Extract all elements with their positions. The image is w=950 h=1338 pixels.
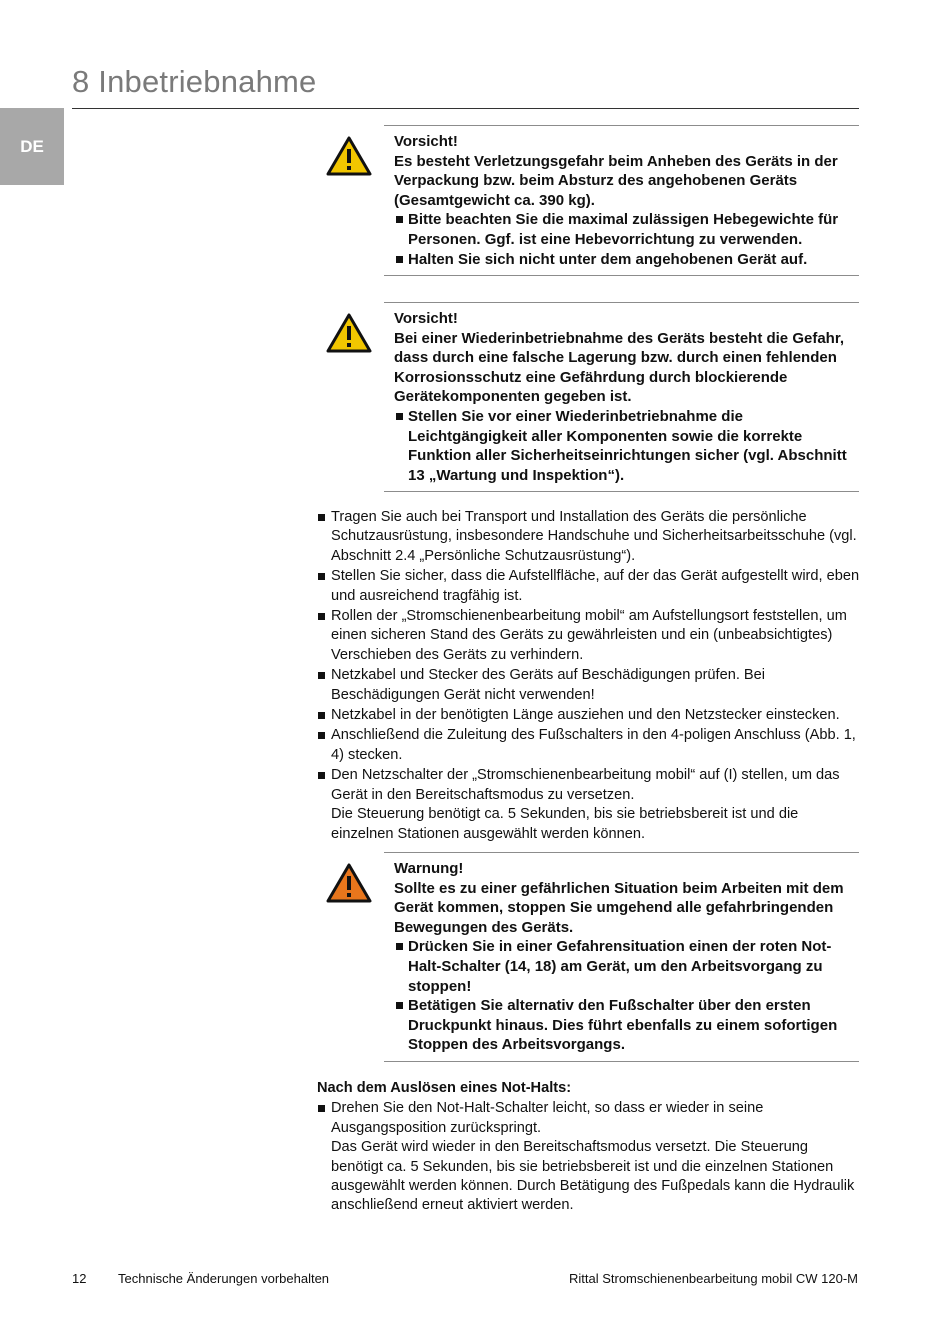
notice-heading: Warnung! xyxy=(394,860,464,877)
list-item: Rollen der „Stromschienenbearbeitung mobil“ am Aufstellungsort feststellen, um einen sicheren Stand des Geräts zu gewährleisten und ein (unbeabsichtigtes) Verschieben des Geräts zu verhindern. xyxy=(317,607,862,665)
notice-bullet: Stellen Sie vor einer Wiederinbetriebnahme die Leichtgängigkeit aller Komponenten sowie die korrekte Funktion aller Sicherheitseinrichtungen sicher (vgl. Abschnitt 13 „Wartung und Inspektion“). xyxy=(394,407,859,485)
list-item: Netzkabel und Stecker des Geräts auf Beschädigungen prüfen. Bei Beschädigungen Gerät nicht verwenden! xyxy=(317,666,862,705)
notice-text: Bei einer Wiederinbetriebnahme des Geräts besteht die Gefahr, dass durch eine falsche Lagerung bzw. durch einen fehlenden Korrosionsschutz eine Gefährdung durch blockierende Gerätekomponenten gegeben ist. xyxy=(394,329,845,406)
notice-heading: Vorsicht! xyxy=(394,310,458,327)
caution-notice-recommissioning xyxy=(384,302,859,492)
warning-triangle-icon xyxy=(326,136,372,176)
list-item: Netzkabel in der benötigten Länge ausziehen und den Netzstecker einstecken. xyxy=(317,706,862,725)
caution-notice-lifting xyxy=(384,125,859,276)
emergency-stop-section xyxy=(317,1079,862,1216)
notice-bullet: Bitte beachten Sie die maximal zulässigen Hebegewichte für Personen. Ggf. ist eine Hebevorrichtung zu verwenden. xyxy=(394,210,859,249)
language-tab: DE xyxy=(0,108,64,185)
footer-right-text: Rittal Stromschienenbearbeitung mobil CW 120-M xyxy=(568,1271,858,1286)
warning-triangle-icon xyxy=(326,313,372,353)
notice-bullet: Betätigen Sie alternativ den Fußschalter über den ersten Druckpunkt hinaus. Dies führt ebenfalls zu einem sofortigen Stoppen des Arbeitsvorgangs. xyxy=(394,996,859,1055)
footer-left-text: Technische Änderungen vorbehalten xyxy=(118,1271,330,1286)
commissioning-steps xyxy=(317,508,862,844)
page-number: 12 xyxy=(72,1271,87,1286)
notice-bullet: Halten Sie sich nicht unter dem angehobenen Gerät auf. xyxy=(394,250,859,270)
notice-heading: Vorsicht! xyxy=(394,133,458,150)
list-item: Tragen Sie auch bei Transport und Installation des Geräts die persönliche Schutzausrüstung, insbesondere Handschuhe und Sicherheitsarbeitsschuhe (vgl. Abschnitt 2.4 „Persönliche Schutzausrüstung“). xyxy=(317,508,862,566)
title-divider xyxy=(72,108,859,109)
list-item-note: Das Gerät wird wieder in den Bereitschaftsmodus versetzt. Die Steuerung benötigt ca. 5 Sekunden, bis sie betriebsbereit ist und die einzelnen Stationen ausgewählt werden können. Durch Betätigung des Fußpedals kann die Hydraulik anschließend erneut aktiviert werden. xyxy=(331,1139,855,1214)
list-item: Drehen Sie den Not-Halt-Schalter leicht, so dass er wieder in seine Ausgangsposition zurückspringt. xyxy=(317,1099,862,1138)
notice-bullet: Drücken Sie in einer Gefahrensituation einen der roten Not-Halt-Schalter (14, 18) am Gerät, um den Arbeitsvorgang zu stoppen! xyxy=(394,937,859,996)
list-item-note: Die Steuerung benötigt ca. 5 Sekunden, bis sie betriebsbereit ist und die einzelnen Stationen ausgewählt werden können. xyxy=(331,806,799,842)
section-heading: Nach dem Auslösen eines Not-Halts: xyxy=(317,1080,572,1096)
warning-triangle-icon xyxy=(326,863,372,903)
chapter-title: 8 Inbetriebnahme xyxy=(72,64,317,99)
list-item: Den Netzschalter der „Stromschienenbearbeitung mobil“ auf (I) stellen, um das Gerät in den Bereitschaftsmodus zu versetzen. xyxy=(317,766,862,805)
notice-text: Es besteht Verletzungsgefahr beim Anheben des Geräts in der Verpackung bzw. beim Absturz des angehobenen Geräts (Gesamtgewicht ca. 390 kg). xyxy=(394,152,838,209)
warning-notice-emergency xyxy=(384,852,859,1062)
list-item: Stellen Sie sicher, dass die Aufstellfläche, auf der das Gerät aufgestellt wird, eben und ausreichend tragfähig ist. xyxy=(317,567,862,606)
list-item: Anschließend die Zuleitung des Fußschalters in den 4-poligen Anschluss (Abb. 1, 4) stecken. xyxy=(317,726,862,765)
notice-text: Sollte es zu einer gefährlichen Situation beim Arbeiten mit dem Gerät kommen, stoppen Sie umgehend alle gefahrbringenden Bewegungen des Geräts. xyxy=(394,879,844,936)
